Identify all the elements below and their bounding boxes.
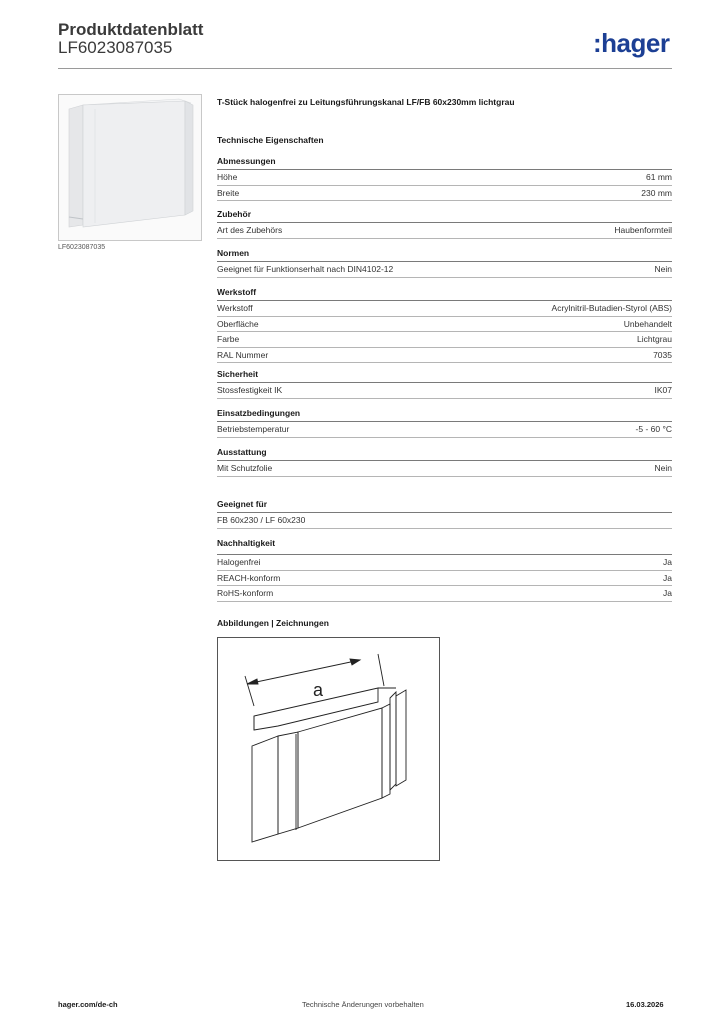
section-einsatzbedingungen <box>217 408 672 438</box>
property-value: 230 mm <box>641 187 672 198</box>
property-row <box>217 223 672 239</box>
property-label: RAL Nummer <box>217 349 269 360</box>
header-divider <box>58 68 672 69</box>
property-label: RoHS-konform <box>217 588 274 598</box>
property-value: Ja <box>663 572 672 583</box>
property-row <box>217 586 672 602</box>
logo-text: hager <box>601 28 670 58</box>
product-header <box>217 96 672 146</box>
property-label: Mit Schutzfolie <box>217 463 273 473</box>
property-value: -5 - 60 °C <box>635 424 672 434</box>
property-label: Farbe <box>217 334 240 344</box>
property-row <box>217 461 672 477</box>
section-title: Werkstoff <box>217 287 672 301</box>
technical-drawing <box>217 637 440 861</box>
property-value: Ja <box>663 557 672 567</box>
section-title: Sicherheit <box>217 369 672 383</box>
property-value: IK07 <box>654 385 672 395</box>
property-label: Oberfläche <box>217 318 259 329</box>
property-label: Halogenfrei <box>217 557 261 567</box>
product-photo <box>59 95 201 240</box>
property-value: 61 mm <box>646 172 672 182</box>
page-title: Produktdatenblatt <box>58 20 204 39</box>
property-value: Ja <box>663 588 672 598</box>
section-werkstoff <box>217 287 672 363</box>
section-ausstattung <box>217 447 672 477</box>
property-row <box>217 317 672 333</box>
section-title: Geeignet für <box>217 499 672 513</box>
product-image <box>58 94 202 241</box>
property-value: 7035 <box>653 349 672 360</box>
property-label: Höhe <box>217 172 238 182</box>
property-row <box>217 262 672 278</box>
property-value: Acrylnitril-Butadien-Styrol (ABS) <box>551 303 672 313</box>
property-label: Art des Zubehörs <box>217 225 283 235</box>
footer-notice: Technische Änderungen vorbehalten <box>302 1000 424 1009</box>
property-row <box>217 186 672 202</box>
footer-date: 16.03.2026 <box>626 1000 664 1009</box>
property-row <box>217 383 672 399</box>
property-row <box>217 422 672 438</box>
property-row <box>217 301 672 317</box>
section-title: Ausstattung <box>217 447 672 461</box>
section-title: Nachhaltigkeit <box>217 538 672 555</box>
dimension-label: a <box>313 680 324 700</box>
footer-website[interactable]: hager.com/de-ch <box>58 1000 118 1009</box>
image-caption: LF6023087035 <box>58 244 106 251</box>
section-nachhaltigkeit <box>217 538 672 602</box>
section-title: Abmessungen <box>217 156 672 170</box>
product-title: T-Stück halogenfrei zu Leitungsführungskanal LF/FB 60x230mm lichtgrau <box>217 97 515 107</box>
property-value: Haubenformteil <box>614 225 672 235</box>
property-value: Nein <box>654 463 672 473</box>
property-value: Nein <box>654 264 672 274</box>
section-geeignet-fuer <box>217 499 672 529</box>
property-value: Lichtgrau <box>637 334 672 344</box>
property-label: Werkstoff <box>217 303 253 313</box>
property-row <box>217 348 672 364</box>
section-normen <box>217 248 672 278</box>
property-row <box>217 332 672 348</box>
property-row <box>217 555 672 571</box>
drawings-title: Abbildungen | Zeichnungen <box>217 618 329 628</box>
property-row <box>217 170 672 186</box>
section-zubehoer <box>217 209 672 239</box>
property-value: Unbehandelt <box>623 318 672 329</box>
hager-logo: :hager <box>593 28 670 58</box>
tech-properties-title: Technische Eigenschaften <box>217 135 324 145</box>
property-label: FB 60x230 / LF 60x230 <box>217 515 306 525</box>
section-title: Einsatzbedingungen <box>217 408 672 422</box>
property-label: Geeignet für Funktionserhalt nach DIN4102-12 <box>217 264 394 274</box>
property-label: Stossfestigkeit IK <box>217 385 283 395</box>
drawing-svg <box>218 638 439 860</box>
property-label: REACH-konform <box>217 572 281 583</box>
section-title: Normen <box>217 248 672 262</box>
article-number: LF6023087035 <box>58 38 173 57</box>
property-label: Breite <box>217 187 240 198</box>
section-title: Zubehör <box>217 209 672 223</box>
section-sicherheit <box>217 369 672 399</box>
property-label: Betriebstemperatur <box>217 424 290 434</box>
section-abmessungen <box>217 156 672 201</box>
property-row <box>217 571 672 587</box>
property-row <box>217 513 672 529</box>
